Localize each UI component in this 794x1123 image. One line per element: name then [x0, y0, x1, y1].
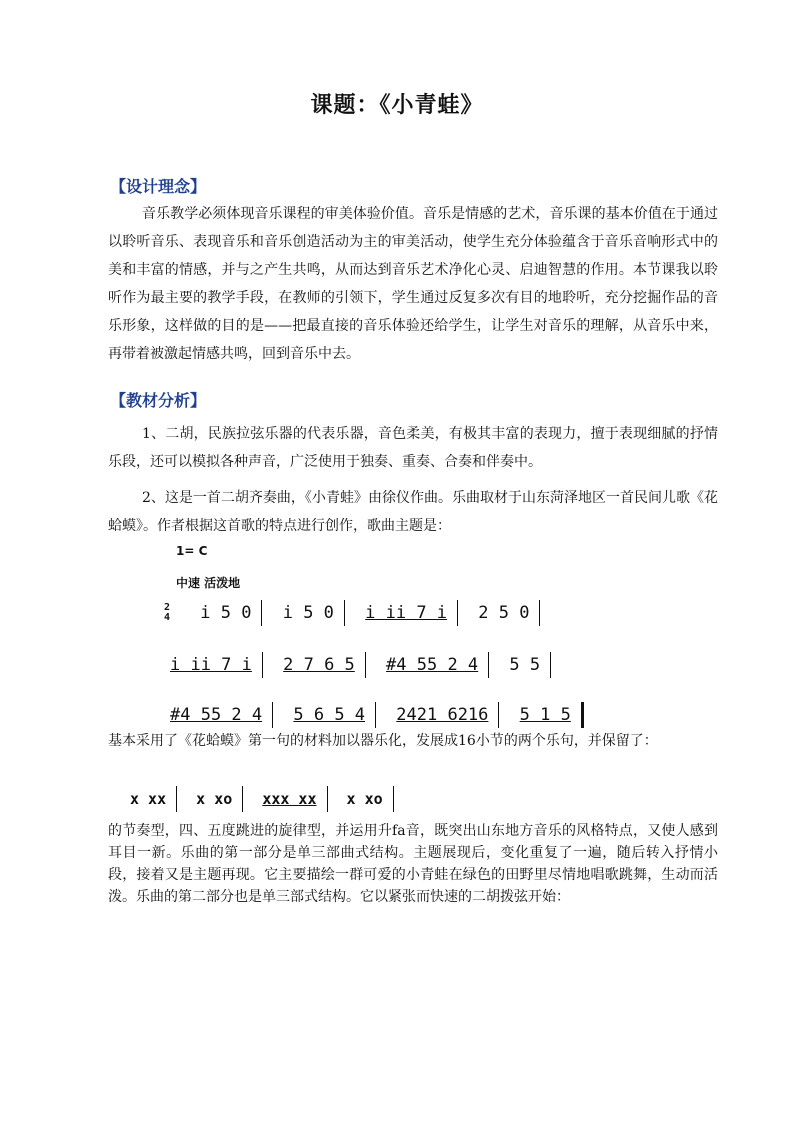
score-key: 1= C: [176, 544, 208, 558]
analysis-paragraph-1: 1、二胡，民族拉弦乐器的代表乐器，音色柔美，有极其丰富的表现力，擅于表现细腻的抒情乐段，还可以模拟各种声音，广泛使用于独奏、重奏、合奏和伴奏中。: [108, 426, 718, 470]
measure: 5 6 5 4: [293, 705, 366, 725]
design-heading: 【设计理念】: [110, 177, 207, 196]
score-line-2: [164, 652, 555, 684]
analysis-heading: 【教材分析】: [110, 391, 207, 410]
measure: i ii 7 i: [365, 603, 448, 623]
body-paragraph-3: 基本采用了《花蛤蟆》第一句的材料加以器乐化，发展成16小节的两个乐句，并保留了：: [108, 733, 658, 749]
body-paragraph-4: 的节奏型，四、五度跳进的旋律型，并运用升fa音，既突出山东地方音乐的风格特点，又使人感到耳目一新。乐曲的第一部分是单三部曲式结构。主题展现后，变化重复了一遍，随后转入抒情小段，接着又是主题再现。它主要描绘一群可爱的小青蛙在绿色的田野里尽情地唱歌跳舞，生动而活泼。乐曲的第二部分也是单三部式结构。它以紧张而快速的二胡拨弦开始：: [108, 823, 718, 905]
rhythm-cell: x xo: [346, 789, 383, 808]
analysis-paragraph-2: 2、这是一首二胡齐奏曲，《小青蛙》由徐仪作曲。乐曲取材于山东菏泽地区一首民间儿歌《花蛤蟆》。作者根据这首歌的特点进行创作，歌曲主题是：: [108, 490, 718, 534]
measure: i ii 7 i: [170, 655, 252, 675]
score-line-1: [164, 600, 544, 632]
measure: 5 5: [509, 655, 541, 675]
measure: 2 5 0: [478, 603, 530, 623]
rhythm-pattern: [120, 786, 394, 812]
measure: 2421 6216: [396, 705, 489, 725]
measure: 5 1 5: [519, 705, 571, 725]
measure: i 5 0: [200, 603, 252, 623]
time-signature: 2 4: [164, 602, 171, 623]
design-paragraph: 音乐教学必须体现音乐课程的审美体验价值。音乐是情感的艺术，音乐课的基本价值在于通过以聆听音乐、表现音乐和音乐创造活动为主的审美活动，使学生充分体验蕴含于音乐音响形式中的美和丰富的情感，并与之产生共鸣，从而达到音乐艺术净化心灵、启迪智慧的作用。本节课我以聆听作为最主要的教学手段，在教师的引领下，学生通过反复多次有目的地聆听，充分挖掘作品的音乐形象，这样做的目的是——把最直接的音乐体验还给学生，让学生对音乐的理解，从音乐中来，再带着被激起情感共鸣，回到音乐中去。: [108, 206, 718, 362]
page-title: 课题：《小青蛙》: [310, 93, 484, 118]
measure: #4 55 2 4: [170, 705, 263, 725]
score-tempo: 中速 活泼地: [176, 576, 241, 590]
measure: 2 7 6 5: [283, 655, 355, 675]
rhythm-cell: x xx: [130, 789, 167, 808]
measure: i 5 0: [282, 603, 334, 623]
rhythm-cell: xxx xx: [262, 789, 317, 808]
rhythm-cell: x xo: [196, 789, 233, 808]
measure: #4 55 2 4: [386, 655, 479, 675]
